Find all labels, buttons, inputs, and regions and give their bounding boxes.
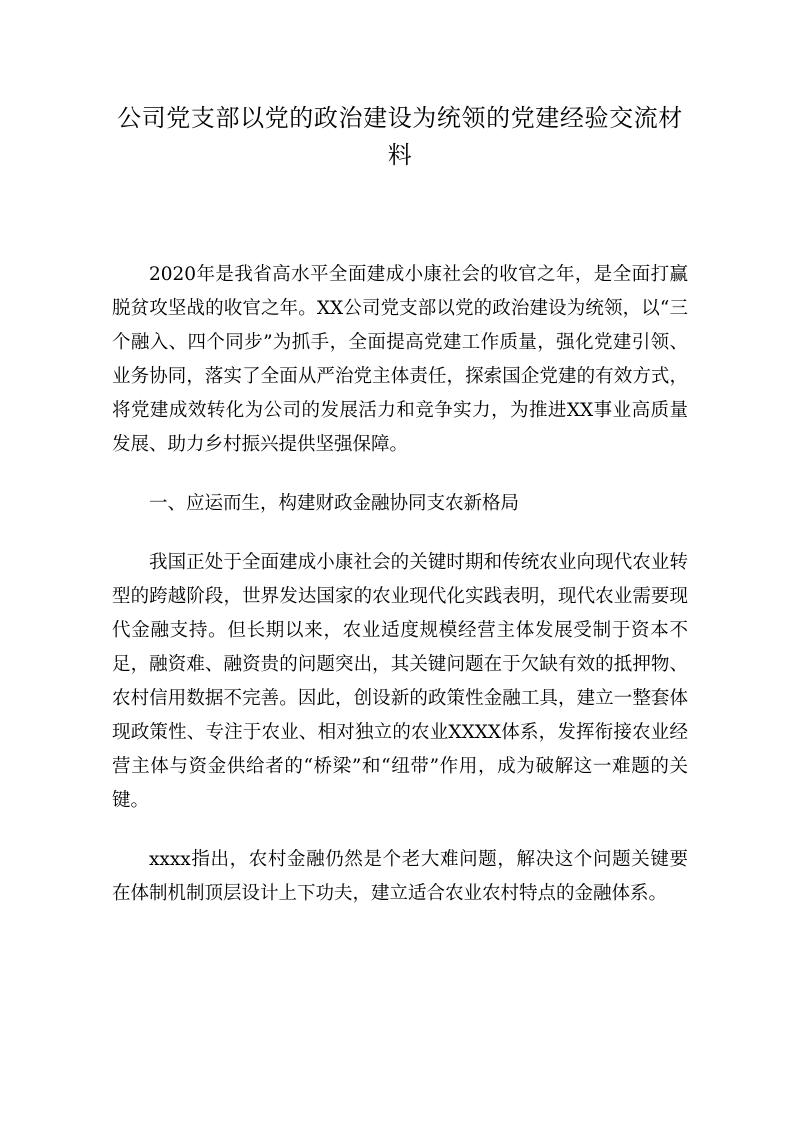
paragraph-intro: 2020年是我省高水平全面建成小康社会的收官之年，是全面打赢脱贫攻坚战的收官之年。XX公司党支部以党的政治建设为统领，以“三个融入、四个同步”为抓手，全面提高党建工作质量，强化党建引领、业务协同，落实了全面从严治党主体责任，探索国企党建的有效方式，将党建成效转化为公司的发展活力和竞争实力，为推进XX事业高质量发展、助力乡村振兴提供坚强保障。 xyxy=(112,264,688,455)
paragraph-quote: xxxx指出，农村金融仍然是个老大难问题，解决这个问题关键要在体制机制顶层设计上下功夫，建立适合农业农村特点的金融体系。 xyxy=(112,849,688,904)
section-heading-1: 一、应运而生，构建财政金融协同支农新格局 xyxy=(149,493,520,514)
paragraph-background: 我国正处于全面建成小康社会的关键时期和传统农业向现代农业转型的跨越阶段，世界发达国家的农业现代化实践表明，现代农业需要现代金融支持。但长期以来，农业适度规模经营主体发展受制于资本不足，融资难、融资贵的问题突出，其关键问题在于欠缺有效的抵押物、农村信用数据不完善。因此，创设新的政策性金融工具，建立一整套体现政策性、专注于农业、相对独立的农业XXXX体系，发挥衔接农业经营主体与资金供给者的“桥梁”和“纽带”作用，成为破解这一难题的关键。 xyxy=(112,552,688,811)
document-title: 公司党支部以党的政治建设为统领的党建经验交流材料 xyxy=(117,104,683,169)
document-body xyxy=(112,258,688,936)
